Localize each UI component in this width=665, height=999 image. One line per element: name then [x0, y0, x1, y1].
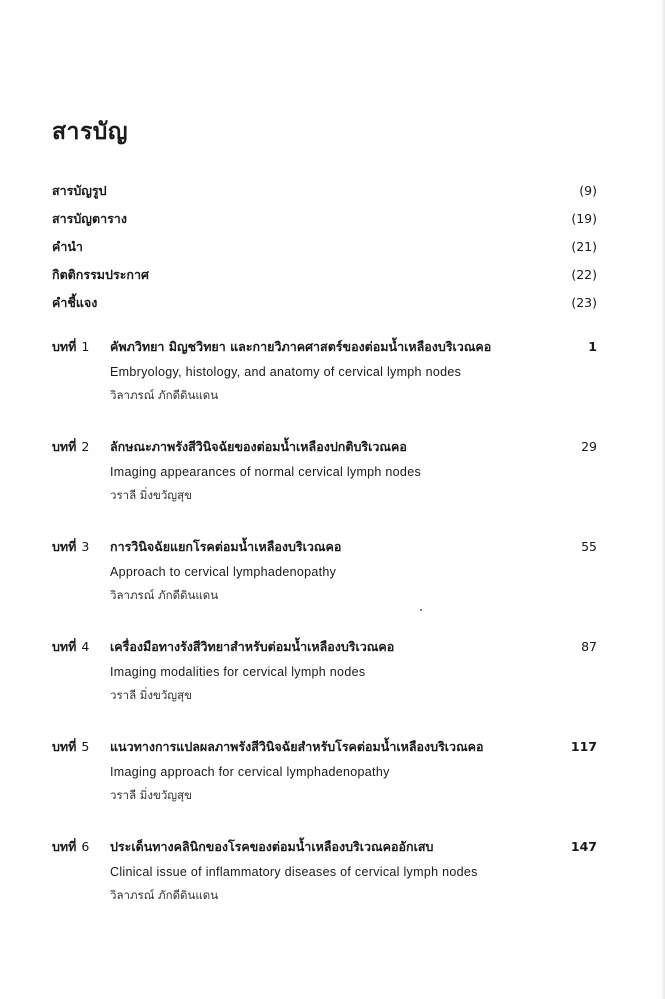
- chapter-label: บทที่ 3: [52, 539, 90, 554]
- chapter-title-en: Imaging modalities for cervical lymph nodes: [110, 665, 366, 679]
- front-matter-item[interactable]: [52, 181, 597, 209]
- chapter-title-th: คัพภวิทยา มิญชวิทยา และกายวิภาคศาสตร์ของต่อมน้ำเหลืองบริเวณคอ: [110, 339, 492, 354]
- front-matter-page: (9): [579, 183, 597, 198]
- front-matter-label: กิตติกรรมประกาศ: [52, 267, 149, 282]
- chapter-page: 55: [581, 539, 597, 554]
- front-matter-label: สารบัญรูป: [52, 183, 107, 198]
- front-matter-item[interactable]: [52, 265, 597, 293]
- chapter-title-en: Imaging approach for cervical lymphadenopathy: [110, 765, 390, 779]
- front-matter-label: คำชี้แจง: [52, 295, 98, 310]
- chapter-label: บทที่ 6: [52, 839, 90, 854]
- page-edge-shadow: [661, 0, 665, 999]
- chapter-title-en: Clinical issue of inflammatory diseases of cervical lymph nodes: [110, 865, 478, 879]
- front-matter-page: (19): [571, 211, 597, 226]
- chapter-label: บทที่ 2: [52, 439, 90, 454]
- chapter-title-th: แนวทางการแปลผลภาพรังสีวินิจฉัยสำหรับโรคต่อมน้ำเหลืองบริเวณคอ: [110, 739, 484, 754]
- front-matter-list: [52, 181, 597, 321]
- chapter-entry-1[interactable]: [52, 337, 597, 437]
- front-matter-label: คำนำ: [52, 239, 83, 254]
- chapter-label: บทที่ 1: [52, 339, 90, 354]
- chapter-page: 1: [588, 339, 597, 354]
- chapter-page: 147: [570, 839, 597, 854]
- chapter-title-en: Approach to cervical lymphadenopathy: [110, 565, 337, 579]
- page-title: สารบัญ: [52, 119, 129, 145]
- chapter-author: วราลี มิ่งขวัญสุข: [110, 788, 192, 802]
- chapter-title-th: การวินิจฉัยแยกโรคต่อมน้ำเหลืองบริเวณคอ: [110, 539, 342, 554]
- chapter-author: วราลี มิ่งขวัญสุข: [110, 688, 192, 702]
- chapter-entry-5[interactable]: [52, 737, 597, 837]
- chapter-entry-4[interactable]: [52, 637, 597, 737]
- front-matter-item[interactable]: [52, 237, 597, 265]
- chapter-label: บทที่ 5: [52, 739, 90, 754]
- front-matter-page: (23): [571, 295, 597, 310]
- chapter-entry-6[interactable]: [52, 837, 597, 937]
- chapter-page: 87: [581, 639, 597, 654]
- chapter-title-th: เครื่องมือทางรังสีวิทยาสำหรับต่อมน้ำเหลืองบริเวณคอ: [110, 639, 395, 654]
- chapter-title-en: Embryology, histology, and anatomy of cervical lymph nodes: [110, 365, 462, 379]
- chapter-title-en: Imaging appearances of normal cervical lymph nodes: [110, 465, 421, 479]
- front-matter-item[interactable]: [52, 293, 597, 321]
- front-matter-page: (21): [571, 239, 597, 254]
- front-matter-label: สารบัญตาราง: [52, 211, 127, 226]
- chapter-title-th: ลักษณะภาพรังสีวินิจฉัยของต่อมน้ำเหลืองปกติบริเวณคอ: [110, 439, 407, 454]
- chapter-list: [52, 337, 597, 937]
- front-matter-item[interactable]: [52, 209, 597, 237]
- chapter-author: วิลาภรณ์ ภักดีดินแดน: [110, 888, 219, 902]
- chapter-title-th: ประเด็นทางคลินิกของโรคของต่อมน้ำเหลืองบริเวณคออักเสบ: [110, 839, 434, 854]
- chapter-label: บทที่ 4: [52, 639, 90, 654]
- front-matter-page: (22): [571, 267, 597, 282]
- chapter-author: วราลี มิ่งขวัญสุข: [110, 488, 192, 502]
- scan-speck: [420, 609, 422, 611]
- chapter-entry-3[interactable]: [52, 537, 597, 637]
- chapter-entry-2[interactable]: [52, 437, 597, 537]
- chapter-author: วิลาภรณ์ ภักดีดินแดน: [110, 388, 219, 402]
- chapter-page: 117: [570, 739, 597, 754]
- chapter-author: วิลาภรณ์ ภักดีดินแดน: [110, 588, 219, 602]
- chapter-page: 29: [581, 439, 597, 454]
